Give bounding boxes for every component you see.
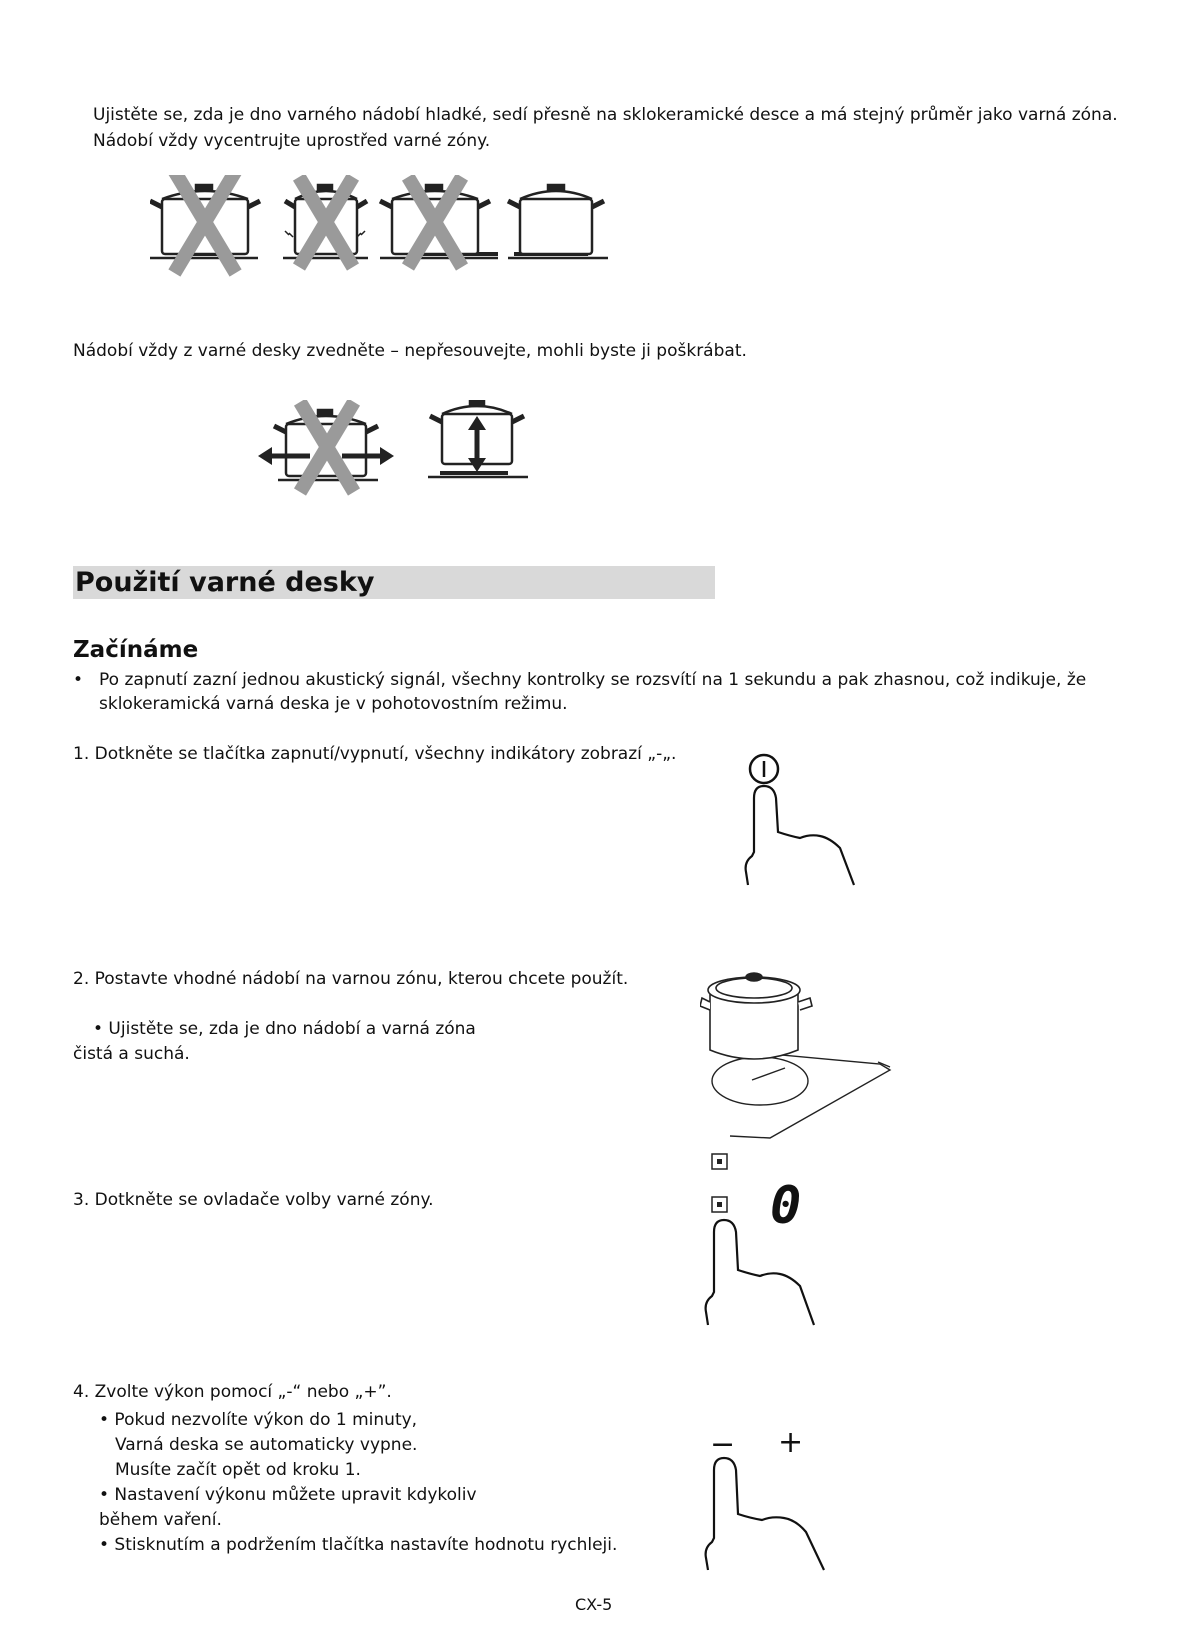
section-title: Použití varné desky [75, 567, 375, 598]
pot-placement-figure [150, 175, 640, 280]
pot-correct [508, 185, 608, 258]
step-1-text: 1. Dotkněte se tlačítka zapnutí/vypnutí, všechny indikátory zobrazí „-„. [73, 744, 677, 764]
finger-icon [706, 1458, 824, 1570]
step-4-note-2: Varná deska se automaticky vypne. [115, 1435, 418, 1455]
step-4-finger [700, 1448, 835, 1573]
step-3-finger [700, 1212, 825, 1327]
step-2-note-1: • Ujistěte se, zda je dno nádobí a varná zóna [93, 1019, 476, 1039]
step-4-note-6: • Stisknutím a podržením tlačítka nastavíte hodnotu rychleji. [99, 1535, 618, 1555]
plus-icon: + [778, 1425, 804, 1460]
finger-icon [706, 1220, 814, 1325]
step-3-controls [705, 1152, 825, 1194]
intro-line-1: Ujistěte se, zda je dno varného nádobí hladké, sedí přesně na sklokeramické desce a má stejný průměr jako varná zóna. [93, 105, 1118, 125]
power-level-display: 0 [770, 1176, 802, 1236]
step-2-text: 2. Postavte vhodné nádobí na varnou zónu, kterou chcete použít. [73, 969, 629, 989]
step-2-note-2: čistá a suchá. [73, 1044, 190, 1064]
slide-vs-lift-figure [258, 400, 538, 500]
standby-line-2: sklokeramická varná deska je v pohotovostním režimu. [99, 694, 568, 714]
intro-line-2: Nádobí vždy vycentrujte uprostřed varné zóny. [93, 131, 491, 151]
step-4-note-4: • Nastavení výkonu můžete upravit kdykoliv [99, 1485, 477, 1505]
step-4-text: 4. Zvolte výkon pomocí „-“ nebo „+”. [73, 1382, 392, 1402]
cooking-pot-icon [700, 973, 812, 1059]
page-number: CX-5 [575, 1595, 613, 1614]
power-icon [750, 755, 778, 783]
subtitle-getting-started: Začínáme [73, 637, 199, 663]
step-1-figure [740, 752, 870, 887]
standby-line-1: Po zapnutí zazní jednou akustický signál, všechny kontrolky se rozsvítí na 1 sekundu a pak zhasnou, což indikuje, že [99, 670, 1087, 690]
hob-surface [730, 1053, 890, 1138]
finger-icon [746, 786, 854, 885]
step-4-note-1: • Pokud nezvolíte výkon do 1 minuty, [99, 1410, 418, 1430]
zone-selector-icon-top [712, 1154, 727, 1169]
lift-note: Nádobí vždy z varné desky zvedněte – nepřesouvejte, mohli byste ji poškrábat. [73, 341, 747, 361]
cooking-zone [712, 1057, 808, 1105]
minus-icon: − [710, 1427, 736, 1462]
step-4-note-3: Musíte začít opět od kroku 1. [115, 1460, 361, 1480]
bullet-dot: • [73, 670, 84, 690]
section-title-bar [73, 566, 715, 599]
step-4-note-5: během vaření. [99, 1510, 222, 1530]
step-3-text: 3. Dotkněte se ovladače volby varné zóny. [73, 1190, 434, 1210]
step-2-figure [700, 968, 900, 1143]
